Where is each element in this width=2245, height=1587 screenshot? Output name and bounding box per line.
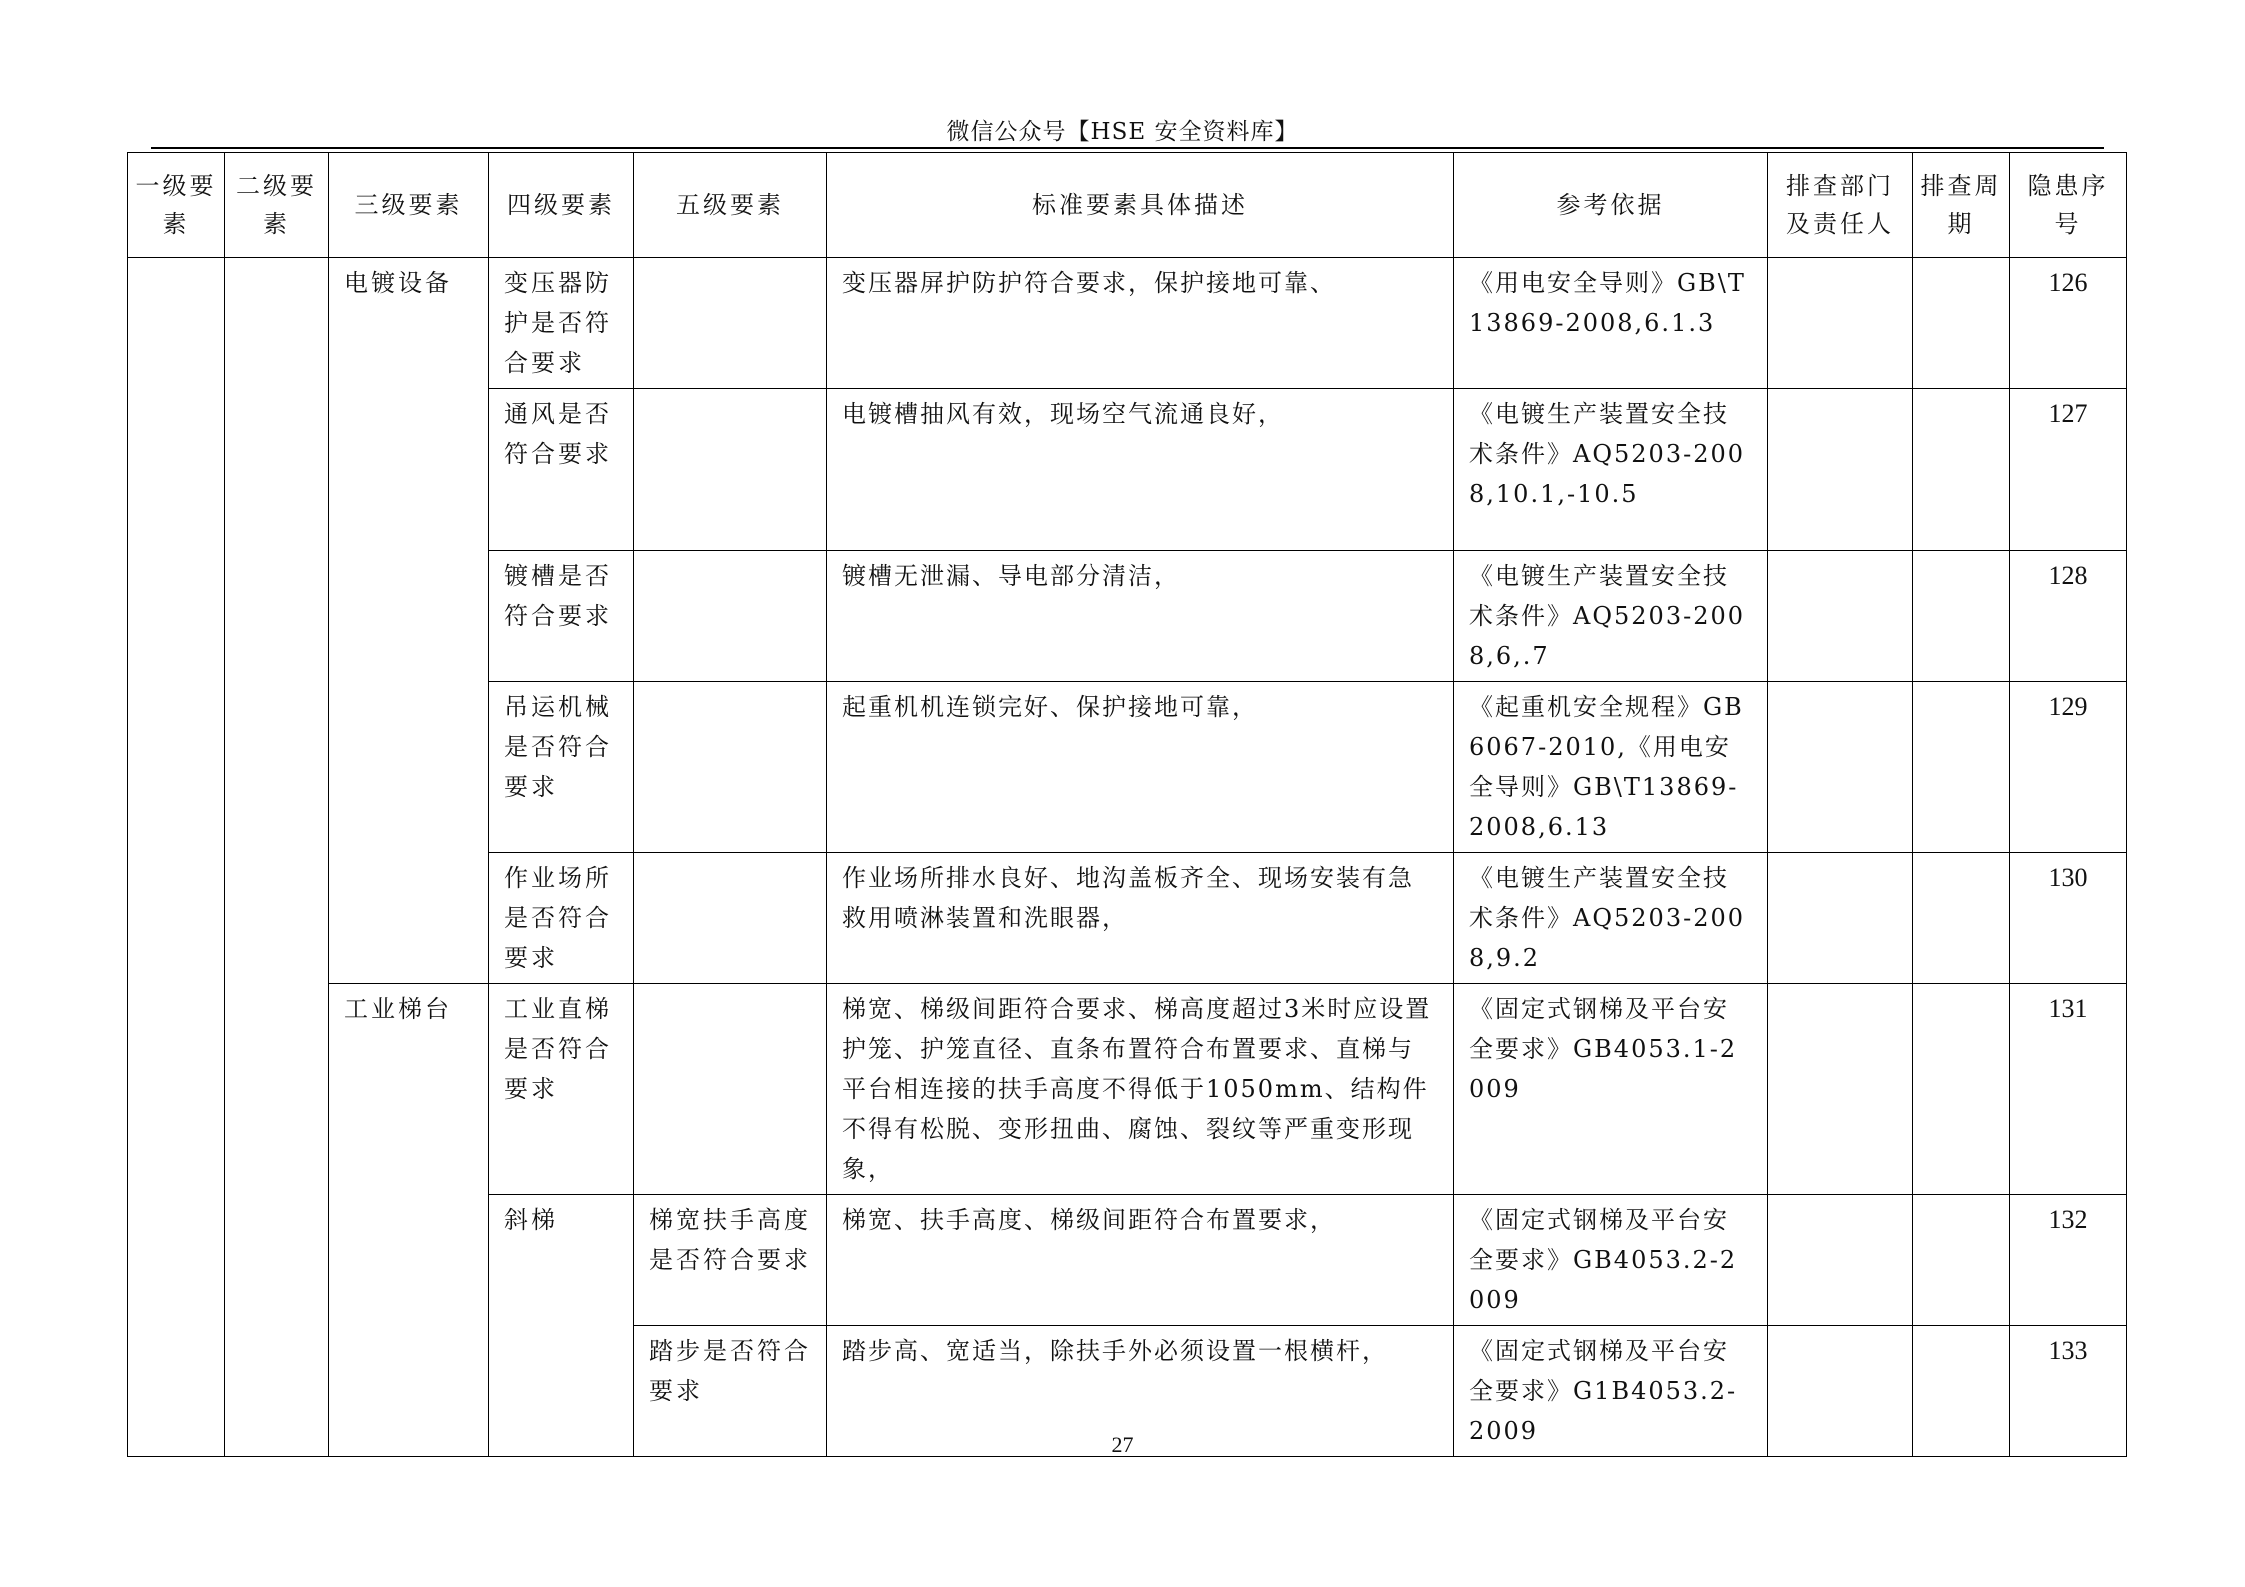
level4-cell: 吊运机械是否符合要求 [489, 682, 634, 853]
column-header: 四级要素 [489, 153, 634, 258]
hazard-checklist-table [127, 152, 2127, 1457]
reference-cell: 《电镀生产装置安全技术条件》AQ5203-2008,9.2 [1454, 853, 1768, 984]
hazard-seq-cell: 126 [2010, 258, 2127, 389]
department-cell [1768, 682, 1913, 853]
cycle-cell [1913, 258, 2010, 389]
page-header-title: 微信公众号【HSE 安全资料库】 [946, 119, 1299, 145]
description-cell: 踏步高、宽适当，除扶手外必须设置一根横杆， [827, 1326, 1454, 1457]
hazard-seq-cell: 130 [2010, 853, 2127, 984]
level5-cell: 梯宽扶手高度是否符合要求 [634, 1195, 827, 1326]
column-header: 三级要素 [329, 153, 489, 258]
department-cell [1768, 853, 1913, 984]
reference-cell: 《固定式钢梯及平台安全要求》GB4053.2-2009 [1454, 1195, 1768, 1326]
column-header: 标准要素具体描述 [827, 153, 1454, 258]
reference-cell: 《固定式钢梯及平台安全要求》G1B4053.2-2009 [1454, 1326, 1768, 1457]
column-header: 五级要素 [634, 153, 827, 258]
table-header-row [128, 153, 2127, 258]
hazard-seq-cell: 128 [2010, 551, 2127, 682]
cycle-cell [1913, 1195, 2010, 1326]
department-cell [1768, 258, 1913, 389]
description-cell: 电镀槽抽风有效，现场空气流通良好， [827, 389, 1454, 551]
level5-cell [634, 984, 827, 1195]
description-cell: 梯宽、梯级间距符合要求、梯高度超过3米时应设置护笼、护笼直径、直条布置符合布置要求、直梯与平台相连接的扶手高度不得低于1050mm、结构件不得有松脱、变形扭曲、腐蚀、裂纹等严重变形现象， [827, 984, 1454, 1195]
department-cell [1768, 389, 1913, 551]
hazard-seq-cell: 127 [2010, 389, 2127, 551]
column-header: 参考依据 [1454, 153, 1768, 258]
level4-cell: 作业场所是否符合要求 [489, 853, 634, 984]
hazard-seq-cell: 133 [2010, 1326, 2127, 1457]
reference-cell: 《电镀生产装置安全技术条件》AQ5203-2008,10.1,-10.5 [1454, 389, 1768, 551]
level5-cell [634, 389, 827, 551]
description-cell: 作业场所排水良好、地沟盖板齐全、现场安装有急救用喷淋装置和洗眼器， [827, 853, 1454, 984]
department-cell [1768, 551, 1913, 682]
level3-cell: 电镀设备 [329, 258, 489, 984]
level4-cell: 镀槽是否符合要求 [489, 551, 634, 682]
table-row [128, 258, 2127, 389]
description-cell: 变压器屏护防护符合要求，保护接地可靠、 [827, 258, 1454, 389]
department-cell [1768, 1195, 1913, 1326]
column-header: 隐患序号 [2010, 153, 2127, 258]
level4-cell: 通风是否符合要求 [489, 389, 634, 551]
column-header: 二级要素 [225, 153, 329, 258]
level4-cell: 工业直梯是否符合要求 [489, 984, 634, 1195]
level5-cell [634, 682, 827, 853]
page-number: 27 [1111, 1432, 1134, 1457]
hazard-seq-cell: 131 [2010, 984, 2127, 1195]
level5-cell [634, 551, 827, 682]
level5-cell: 踏步是否符合要求 [634, 1326, 827, 1457]
column-header: 一级要素 [128, 153, 225, 258]
level4-cell: 斜梯 [489, 1195, 634, 1457]
header-rule [151, 147, 2104, 149]
reference-cell: 《电镀生产装置安全技术条件》AQ5203-2008,6,.7 [1454, 551, 1768, 682]
column-header: 排查部门及责任人 [1768, 153, 1913, 258]
description-cell: 起重机机连锁完好、保护接地可靠， [827, 682, 1454, 853]
level4-cell: 变压器防护是否符合要求 [489, 258, 634, 389]
reference-cell: 《用电安全导则》GB\T13869-2008,6.1.3 [1454, 258, 1768, 389]
hazard-seq-cell: 132 [2010, 1195, 2127, 1326]
cycle-cell [1913, 984, 2010, 1195]
level5-cell [634, 853, 827, 984]
cycle-cell [1913, 551, 2010, 682]
table-row [128, 984, 2127, 1195]
level3-cell: 工业梯台 [329, 984, 489, 1457]
hazard-seq-cell: 129 [2010, 682, 2127, 853]
column-header: 排查周期 [1913, 153, 2010, 258]
reference-cell: 《起重机安全规程》GB6067-2010,《用电安全导则》GB\T13869-2008,6.13 [1454, 682, 1768, 853]
level5-cell [634, 258, 827, 389]
department-cell [1768, 984, 1913, 1195]
cycle-cell [1913, 853, 2010, 984]
cycle-cell [1913, 682, 2010, 853]
reference-cell: 《固定式钢梯及平台安全要求》GB4053.1-2009 [1454, 984, 1768, 1195]
cycle-cell [1913, 389, 2010, 551]
level1-cell [128, 258, 225, 1457]
level2-cell [225, 258, 329, 1457]
description-cell: 镀槽无泄漏、导电部分清洁， [827, 551, 1454, 682]
description-cell: 梯宽、扶手高度、梯级间距符合布置要求， [827, 1195, 1454, 1326]
